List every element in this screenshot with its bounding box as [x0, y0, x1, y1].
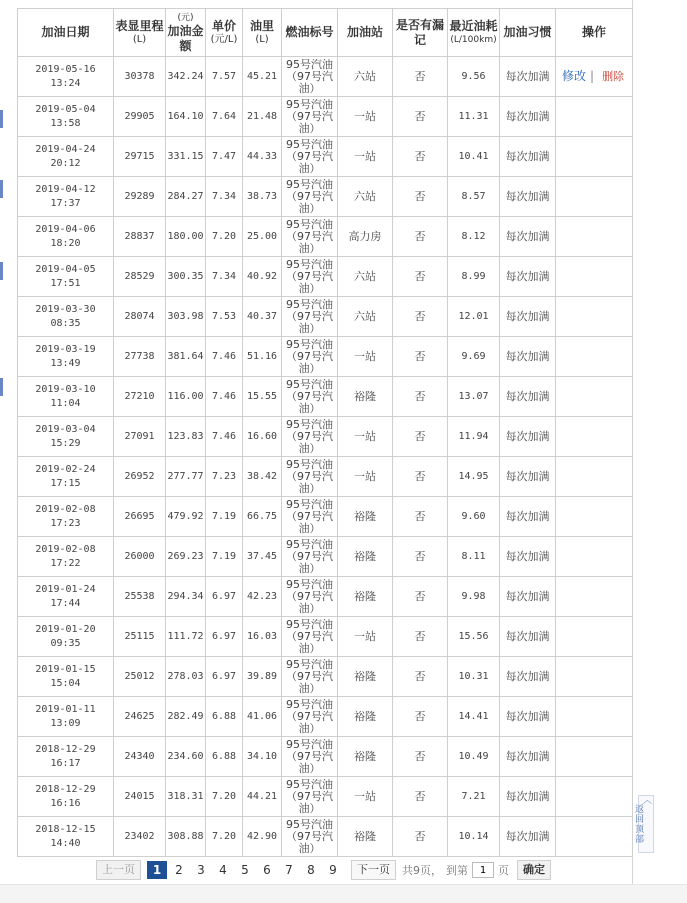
cell-habit: 每次加满: [500, 657, 556, 697]
cell-habit: 每次加满: [500, 697, 556, 737]
cell-amount: 111.72: [166, 617, 206, 657]
cell-date: 2019-02-08 17:22: [18, 537, 114, 577]
cell-odometer: 24625: [114, 697, 166, 737]
header-volume: 油里 (L): [243, 9, 282, 57]
cell-price: 7.57: [206, 57, 243, 97]
table-row: [18, 337, 633, 377]
cell-missed: 否: [393, 97, 448, 137]
cell-amount: 303.98: [166, 297, 206, 337]
cell-volume: 38.42: [243, 457, 282, 497]
cell-habit: 每次加满: [500, 57, 556, 97]
cell-habit: 每次加满: [500, 497, 556, 537]
cell-fuel: 95号汽油（97号汽油）: [282, 57, 338, 97]
cell-fuel: 95号汽油（97号汽油）: [282, 537, 338, 577]
cell-date: 2019-01-11 13:09: [18, 697, 114, 737]
cell-odometer: 29905: [114, 97, 166, 137]
cell-price: 7.46: [206, 377, 243, 417]
cell-station: 六站: [338, 57, 393, 97]
cell-odometer: 27091: [114, 417, 166, 457]
cell-volume: 38.73: [243, 177, 282, 217]
cell-date: 2019-01-20 09:35: [18, 617, 114, 657]
cell-volume: 34.10: [243, 737, 282, 777]
cell-amount: 180.00: [166, 217, 206, 257]
cell-habit: 每次加满: [500, 577, 556, 617]
table-row: [18, 217, 633, 257]
back-to-top-label: 返回顶部: [632, 804, 643, 844]
cell-amount: 318.31: [166, 777, 206, 817]
cell-odometer: 29289: [114, 177, 166, 217]
cell-price: 7.46: [206, 417, 243, 457]
cell-missed: 否: [393, 697, 448, 737]
cell-station: 裕隆: [338, 537, 393, 577]
total-pages: 共9页，: [402, 864, 442, 877]
cell-fuel: 95号汽油（97号汽油）: [282, 737, 338, 777]
cell-odometer: 24340: [114, 737, 166, 777]
cell-amount: 479.92: [166, 497, 206, 537]
cell-volume: 44.33: [243, 137, 282, 177]
cell-missed: 否: [393, 137, 448, 177]
cell-price: 7.19: [206, 537, 243, 577]
cell-habit: 每次加满: [500, 537, 556, 577]
page-number-6[interactable]: 6: [263, 863, 271, 877]
cell-date: 2019-05-16 13:24: [18, 57, 114, 97]
cell-missed: 否: [393, 417, 448, 457]
cell-price: 7.20: [206, 817, 243, 857]
table-row: [18, 817, 633, 857]
cell-consumption: 15.56: [448, 617, 500, 657]
cell-amount: 116.00: [166, 377, 206, 417]
table-row: [18, 417, 633, 457]
cell-price: 7.19: [206, 497, 243, 537]
table-row: [18, 777, 633, 817]
cell-amount: 123.83: [166, 417, 206, 457]
cell-odometer: 26952: [114, 457, 166, 497]
cell-habit: 每次加满: [500, 137, 556, 177]
cell-station: 六站: [338, 297, 393, 337]
cell-consumption: 8.11: [448, 537, 500, 577]
cell-missed: 否: [393, 817, 448, 857]
cell-habit: 每次加满: [500, 777, 556, 817]
cell-habit: 每次加满: [500, 817, 556, 857]
cell-ops: [556, 257, 633, 297]
cell-volume: 15.55: [243, 377, 282, 417]
cell-station: 高力房: [338, 217, 393, 257]
cell-volume: 41.06: [243, 697, 282, 737]
delete-record-link[interactable]: 删除: [602, 70, 625, 83]
cell-amount: 308.88: [166, 817, 206, 857]
cell-volume: 16.60: [243, 417, 282, 457]
table-row: [18, 737, 633, 777]
page-numbers: [145, 861, 343, 879]
cell-price: 7.53: [206, 297, 243, 337]
cell-volume: 37.45: [243, 537, 282, 577]
cell-ops: [556, 457, 633, 497]
cell-habit: 每次加满: [500, 257, 556, 297]
cell-consumption: 12.01: [448, 297, 500, 337]
cell-station: 裕隆: [338, 697, 393, 737]
cell-price: 6.97: [206, 657, 243, 697]
table-row: [18, 57, 633, 97]
page-number-3[interactable]: 3: [197, 863, 205, 877]
cell-station: 裕隆: [338, 377, 393, 417]
cell-missed: 否: [393, 617, 448, 657]
cell-ops: [556, 217, 633, 257]
cell-odometer: 25538: [114, 577, 166, 617]
cell-amount: 331.15: [166, 137, 206, 177]
cell-habit: 每次加满: [500, 97, 556, 137]
cell-price: 6.97: [206, 577, 243, 617]
cell-ops: [556, 97, 633, 137]
cell-fuel: 95号汽油（97号汽油）: [282, 657, 338, 697]
cell-amount: 277.77: [166, 457, 206, 497]
cell-fuel: 95号汽油（97号汽油）: [282, 177, 338, 217]
table-row: [18, 97, 633, 137]
cell-habit: 每次加满: [500, 417, 556, 457]
cell-amount: 294.34: [166, 577, 206, 617]
cell-habit: 每次加满: [500, 177, 556, 217]
confirm-goto-button[interactable]: 确定: [517, 860, 551, 880]
cell-consumption: 9.69: [448, 337, 500, 377]
page-number-4[interactable]: 4: [219, 863, 227, 877]
cell-price: 7.34: [206, 177, 243, 217]
cell-odometer: 30378: [114, 57, 166, 97]
cell-odometer: 28837: [114, 217, 166, 257]
cell-consumption: 8.99: [448, 257, 500, 297]
next-page-button[interactable]: 下一页: [351, 860, 396, 880]
cell-fuel: 95号汽油（97号汽油）: [282, 377, 338, 417]
cell-station: 裕隆: [338, 657, 393, 697]
cell-date: 2019-02-24 17:15: [18, 457, 114, 497]
cell-fuel: 95号汽油（97号汽油）: [282, 137, 338, 177]
table-row: [18, 537, 633, 577]
cell-station: 裕隆: [338, 817, 393, 857]
cell-fuel: 95号汽油（97号汽油）: [282, 497, 338, 537]
cell-amount: 381.64: [166, 337, 206, 377]
cell-date: 2019-04-06 18:20: [18, 217, 114, 257]
header-station: 加油站: [338, 9, 393, 57]
cell-fuel: 95号汽油（97号汽油）: [282, 577, 338, 617]
cell-ops: [556, 737, 633, 777]
cell-fuel: 95号汽油（97号汽油）: [282, 777, 338, 817]
cell-missed: 否: [393, 337, 448, 377]
cell-volume: 42.23: [243, 577, 282, 617]
rail-marker: [0, 110, 3, 128]
cell-station: 一站: [338, 777, 393, 817]
cell-odometer: 26695: [114, 497, 166, 537]
cell-habit: 每次加满: [500, 737, 556, 777]
cell-ops: [556, 777, 633, 817]
cell-ops: [556, 617, 633, 657]
goto-page-input[interactable]: [472, 862, 494, 878]
cell-consumption: 14.41: [448, 697, 500, 737]
cell-habit: 每次加满: [500, 337, 556, 377]
cell-odometer: 23402: [114, 817, 166, 857]
cell-ops: [556, 57, 633, 97]
cell-consumption: 11.31: [448, 97, 500, 137]
cell-price: 7.34: [206, 257, 243, 297]
cell-ops: [556, 537, 633, 577]
cell-consumption: 9.60: [448, 497, 500, 537]
cell-missed: 否: [393, 657, 448, 697]
cell-volume: 16.03: [243, 617, 282, 657]
cell-consumption: 10.14: [448, 817, 500, 857]
page-number-2[interactable]: 2: [175, 863, 183, 877]
cell-fuel: 95号汽油（97号汽油）: [282, 417, 338, 457]
cell-amount: 282.49: [166, 697, 206, 737]
table-row: [18, 497, 633, 537]
cell-price: 7.46: [206, 337, 243, 377]
cell-ops: [556, 177, 633, 217]
header-habit: 加油习惯: [500, 9, 556, 57]
cell-habit: 每次加满: [500, 457, 556, 497]
cell-ops: [556, 497, 633, 537]
table-row: [18, 577, 633, 617]
cell-missed: 否: [393, 537, 448, 577]
cell-odometer: 28529: [114, 257, 166, 297]
cell-ops: [556, 337, 633, 377]
cell-date: 2019-02-08 17:23: [18, 497, 114, 537]
cell-price: 6.88: [206, 697, 243, 737]
left-rail: [0, 0, 4, 902]
rail-marker: [0, 180, 3, 198]
cell-odometer: 28074: [114, 297, 166, 337]
cell-missed: 否: [393, 57, 448, 97]
cell-station: 一站: [338, 97, 393, 137]
cell-fuel: 95号汽油（97号汽油）: [282, 97, 338, 137]
table-row: [18, 257, 633, 297]
table-row: [18, 617, 633, 657]
goto-suffix: 页: [498, 864, 509, 877]
cell-date: 2019-04-05 17:51: [18, 257, 114, 297]
cell-consumption: 7.21: [448, 777, 500, 817]
cell-ops: [556, 417, 633, 457]
cell-fuel: 95号汽油（97号汽油）: [282, 257, 338, 297]
cell-consumption: 10.49: [448, 737, 500, 777]
cell-price: 6.97: [206, 617, 243, 657]
cell-missed: 否: [393, 497, 448, 537]
cell-ops: [556, 577, 633, 617]
cell-missed: 否: [393, 257, 448, 297]
cell-habit: 每次加满: [500, 377, 556, 417]
cell-date: 2019-04-24 20:12: [18, 137, 114, 177]
cell-amount: 300.35: [166, 257, 206, 297]
table-row: [18, 177, 633, 217]
cell-price: 7.47: [206, 137, 243, 177]
cell-date: 2019-03-19 13:49: [18, 337, 114, 377]
cell-odometer: 25115: [114, 617, 166, 657]
cell-volume: 21.48: [243, 97, 282, 137]
table-row: [18, 697, 633, 737]
cell-volume: 39.89: [243, 657, 282, 697]
chevron-up-icon: ︿: [642, 796, 653, 806]
cell-consumption: 13.07: [448, 377, 500, 417]
cell-station: 一站: [338, 337, 393, 377]
cell-date: 2019-03-10 11:04: [18, 377, 114, 417]
cell-volume: 25.00: [243, 217, 282, 257]
cell-station: 裕隆: [338, 737, 393, 777]
cell-ops: [556, 377, 633, 417]
cell-fuel: 95号汽油（97号汽油）: [282, 457, 338, 497]
cell-fuel: 95号汽油（97号汽油）: [282, 697, 338, 737]
table-row: [18, 457, 633, 497]
cell-consumption: 9.98: [448, 577, 500, 617]
cell-fuel: 95号汽油（97号汽油）: [282, 817, 338, 857]
pagination: [96, 859, 551, 881]
cell-volume: 44.21: [243, 777, 282, 817]
cell-volume: 45.21: [243, 57, 282, 97]
header-price: 单价 (元/L): [206, 9, 243, 57]
cell-volume: 40.92: [243, 257, 282, 297]
header-missed: 是否有漏记: [393, 9, 448, 57]
cell-station: 一站: [338, 137, 393, 177]
cell-fuel: 95号汽油（97号汽油）: [282, 337, 338, 377]
cell-missed: 否: [393, 737, 448, 777]
cell-date: 2018-12-29 16:17: [18, 737, 114, 777]
cell-price: 7.20: [206, 217, 243, 257]
cell-odometer: 27738: [114, 337, 166, 377]
cell-ops: [556, 817, 633, 857]
page-number-5[interactable]: 5: [241, 863, 249, 877]
cell-volume: 66.75: [243, 497, 282, 537]
cell-ops: [556, 657, 633, 697]
cell-price: 7.64: [206, 97, 243, 137]
cell-missed: 否: [393, 777, 448, 817]
cell-ops: [556, 137, 633, 177]
cell-fuel: 95号汽油（97号汽油）: [282, 617, 338, 657]
table-header-row: [18, 9, 633, 57]
cell-station: 六站: [338, 177, 393, 217]
cell-missed: 否: [393, 577, 448, 617]
cell-date: 2019-01-15 15:04: [18, 657, 114, 697]
cell-station: 裕隆: [338, 577, 393, 617]
cell-odometer: 25012: [114, 657, 166, 697]
cell-date: 2018-12-29 16:16: [18, 777, 114, 817]
cell-amount: 234.60: [166, 737, 206, 777]
cell-date: 2019-03-04 15:29: [18, 417, 114, 457]
goto-prefix: 到第: [446, 864, 468, 877]
cell-ops: [556, 297, 633, 337]
rail-marker: [0, 262, 3, 280]
cell-consumption: 8.57: [448, 177, 500, 217]
page-number-8[interactable]: 8: [307, 863, 315, 877]
cell-consumption: 14.95: [448, 457, 500, 497]
cell-fuel: 95号汽油（97号汽油）: [282, 297, 338, 337]
cell-volume: 40.37: [243, 297, 282, 337]
cell-price: 7.20: [206, 777, 243, 817]
header-amount: (元) 加油金额: [166, 9, 206, 57]
rail-marker: [0, 378, 3, 396]
cell-amount: 164.10: [166, 97, 206, 137]
cell-station: 一站: [338, 457, 393, 497]
cell-station: 一站: [338, 617, 393, 657]
header-ops: 操作: [556, 9, 633, 57]
cell-station: 裕隆: [338, 497, 393, 537]
cell-consumption: 8.12: [448, 217, 500, 257]
cell-amount: 278.03: [166, 657, 206, 697]
cell-odometer: 26000: [114, 537, 166, 577]
cell-price: 6.88: [206, 737, 243, 777]
cell-consumption: 9.56: [448, 57, 500, 97]
cell-date: 2019-01-24 17:44: [18, 577, 114, 617]
cell-consumption: 10.31: [448, 657, 500, 697]
cell-station: 六站: [338, 257, 393, 297]
cell-missed: 否: [393, 377, 448, 417]
cell-volume: 42.90: [243, 817, 282, 857]
cell-missed: 否: [393, 297, 448, 337]
cell-consumption: 11.94: [448, 417, 500, 457]
table-row: [18, 297, 633, 337]
fuel-record-table: [17, 8, 633, 857]
cell-missed: 否: [393, 177, 448, 217]
cell-missed: 否: [393, 457, 448, 497]
cell-habit: 每次加满: [500, 217, 556, 257]
cell-amount: 284.27: [166, 177, 206, 217]
table-row: [18, 137, 633, 177]
cell-volume: 51.16: [243, 337, 282, 377]
cell-fuel: 95号汽油（97号汽油）: [282, 217, 338, 257]
page-number-1[interactable]: 1: [147, 861, 167, 879]
cell-missed: 否: [393, 217, 448, 257]
ops-separator: |: [590, 69, 595, 83]
header-date: 加油日期: [18, 9, 114, 57]
table-row: [18, 377, 633, 417]
cell-odometer: 29715: [114, 137, 166, 177]
cell-amount: 269.23: [166, 537, 206, 577]
cell-date: 2018-12-15 14:40: [18, 817, 114, 857]
cell-habit: 每次加满: [500, 617, 556, 657]
cell-station: 一站: [338, 417, 393, 457]
header-consumption: 最近油耗 (L/100km): [448, 9, 500, 57]
cell-date: 2019-04-12 17:37: [18, 177, 114, 217]
header-odometer: 表显里程 (L): [114, 9, 166, 57]
cell-consumption: 10.41: [448, 137, 500, 177]
page-number-7[interactable]: 7: [285, 863, 293, 877]
cell-price: 7.23: [206, 457, 243, 497]
cell-odometer: 27210: [114, 377, 166, 417]
prev-page-button[interactable]: 上一页: [96, 860, 141, 880]
bottom-strip: [0, 884, 687, 903]
cell-habit: 每次加满: [500, 297, 556, 337]
page-number-9[interactable]: 9: [329, 863, 337, 877]
table-row: [18, 657, 633, 697]
back-to-top-button[interactable]: [632, 795, 654, 853]
cell-ops: [556, 697, 633, 737]
cell-date: 2019-03-30 08:35: [18, 297, 114, 337]
cell-amount: 342.24: [166, 57, 206, 97]
cell-date: 2019-05-04 13:58: [18, 97, 114, 137]
header-fuel: 燃油标号: [282, 9, 338, 57]
edit-record-link[interactable]: 修改: [562, 69, 587, 83]
cell-odometer: 24015: [114, 777, 166, 817]
